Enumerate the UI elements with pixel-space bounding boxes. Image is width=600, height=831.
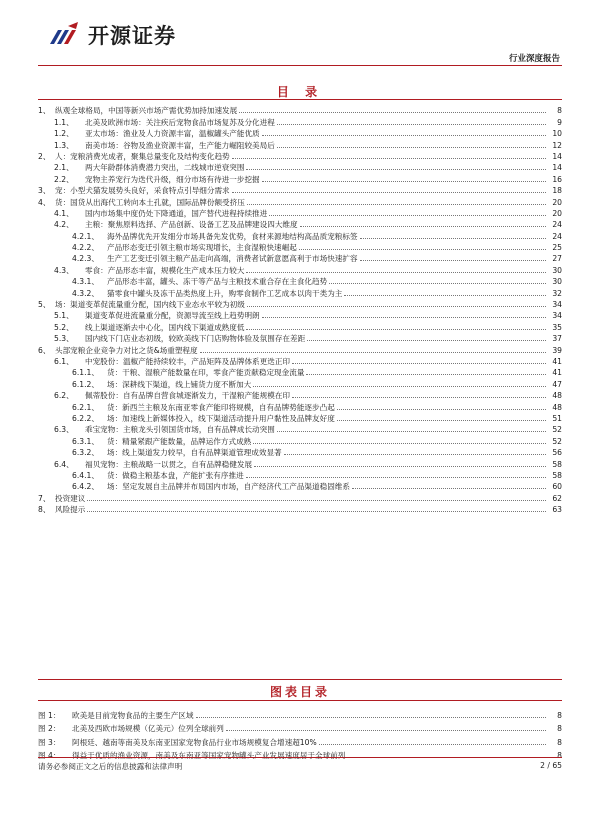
toc-leader-dots [306, 374, 546, 375]
toc-entry[interactable] [38, 127, 562, 138]
toc-leader-dots [360, 260, 546, 261]
toc-entry[interactable] [38, 161, 562, 172]
toc-entry-text: 亚太市场：渔业及人力资源丰富，温椒罐头产能优质 [85, 129, 260, 139]
toc-entry[interactable] [38, 172, 562, 183]
figure-leader-dots [226, 730, 546, 731]
toc-entry[interactable] [38, 400, 562, 411]
toc-entry-text: 零食：产品形态丰富，规模化生产成本压力较大 [85, 265, 245, 275]
toc-entry[interactable] [38, 469, 562, 480]
toc-entry-number: 4.2.1、 [72, 231, 99, 241]
toc-entry-page: 18 [552, 186, 562, 196]
toc-leader-dots [246, 477, 546, 478]
toc-entry-page: 9 [557, 117, 562, 127]
toc-entry[interactable] [38, 218, 562, 229]
footer-disclaimer: 请务必参阅正文之后的信息披露和法律声明 [38, 762, 183, 771]
toc-entry-text: 中宠股份：温椒产能持续较丰，产品矩阵及品牌体系更迭正印 [85, 356, 291, 366]
toc-entry[interactable] [38, 503, 562, 514]
toc-entry-page: 25 [552, 243, 562, 253]
figures-list [38, 706, 562, 760]
toc-entry-text: 货：国货从出海代工转向本土孔就，国际品牌份额受挤压 [55, 197, 245, 207]
toc-entry-page: 41 [552, 368, 562, 378]
toc-entry-page: 63 [552, 505, 562, 515]
toc-entry-text: 南美市场：谷物及渔业资源丰富，生产能力崛阻较美局后 [85, 140, 275, 150]
toc-entry[interactable] [38, 377, 562, 388]
toc-entry-page: 30 [552, 265, 562, 275]
figure-entry[interactable] [38, 733, 562, 747]
toc-entry-number: 3、 [38, 186, 51, 196]
toc-entry-page: 14 [552, 163, 562, 173]
toc-entry-text: 场：加速线上新媒体投入，线下渠道活动提升用户黏性及品牌友好度 [107, 413, 335, 423]
toc-entry-number: 4、 [38, 197, 51, 207]
toc-entry-text: 主粮：聚焦原料选择、产品创新、设备工艺及品牌建设四大维度 [85, 220, 298, 230]
toc-entry-page: 30 [552, 277, 562, 287]
toc-entry[interactable] [38, 207, 562, 218]
toc-entry-text: 宠物主养宠行为迭代升级，细分市场有待进一步挖掘 [85, 174, 260, 184]
toc-entry-number: 4.1、 [54, 208, 74, 218]
toc-entry-page: 27 [552, 254, 562, 264]
toc-entry[interactable] [38, 241, 562, 252]
toc-entry[interactable] [38, 252, 562, 263]
figure-leader-dots [319, 744, 546, 745]
toc-entry[interactable] [38, 104, 562, 115]
toc-entry-text: 国内线下门店业态初级，较欧美线下门店购物体验及氛围存在差距 [85, 334, 306, 344]
toc-entry[interactable] [38, 423, 562, 434]
toc-entry-page: 48 [552, 391, 562, 401]
logo-mark-icon [48, 20, 82, 50]
toc-entry-text: 线上渠道逐渐去中心化，国内线下渠道成熟度低 [85, 322, 245, 332]
figure-entry-page: 8 [557, 737, 562, 747]
toc-entry[interactable] [38, 434, 562, 445]
toc-entry-page: 60 [552, 482, 562, 492]
toc-leader-dots [262, 135, 546, 136]
toc-entry-number: 6.3、 [54, 425, 74, 435]
figures-title-divider [38, 700, 562, 701]
toc-entry-text: 两大年龄群体消费潜力突出，二线城市逆衰突围 [85, 163, 245, 173]
toc-entry-text: 国内市场集中度仍处下降通道，国产替代进程持续推进 [85, 208, 268, 218]
toc-entry[interactable] [38, 138, 562, 149]
toc-entry-page: 24 [552, 220, 562, 230]
toc-entry[interactable] [38, 491, 562, 502]
toc-entry-page: 20 [552, 197, 562, 207]
toc-entry-text: 海外品牌优先开发细分市场具备先发优势，食材来源地结构高品质宠粮标签 [107, 231, 358, 241]
toc-entry[interactable] [38, 150, 562, 161]
toc-leader-dots [262, 317, 546, 318]
toc-entry-text: 福贝宠物：主粮战略一以贯之，自有品牌稳健发展 [85, 459, 253, 469]
toc-leader-dots [307, 340, 546, 341]
toc-entry[interactable] [38, 332, 562, 343]
toc-entry-page: 35 [552, 322, 562, 332]
header-divider [38, 65, 562, 66]
toc-entry[interactable] [38, 320, 562, 331]
toc-entry-text: 场：深耕线下渠道，线上铺货力度不断加大 [107, 379, 252, 389]
toc-entry-number: 6.1、 [54, 356, 74, 366]
toc-entry[interactable] [38, 480, 562, 491]
toc-entry-number: 1、 [38, 106, 51, 116]
toc-entry-page: 52 [552, 436, 562, 446]
toc-entry-text: 纵观全球格局，中国等新兴市场产需优势加持加速发展 [55, 106, 238, 116]
page-header [0, 0, 600, 64]
toc-entry-page: 62 [552, 493, 562, 503]
toc-entry-page: 58 [552, 459, 562, 469]
toc-entry[interactable] [38, 195, 562, 206]
toc-entry-number: 8、 [38, 505, 51, 515]
toc-entry-number: 6.2.1、 [72, 402, 99, 412]
figure-entry-text: 北美及西欧市场规模（亿美元）位列全球前列 [72, 724, 224, 733]
table-of-contents [38, 104, 562, 514]
toc-leader-dots [200, 352, 546, 353]
figure-entry-text: 得益于优质的渔业资源，南美及东南亚等国家宠物罐头产业发展速度居于全球前列 [72, 751, 346, 760]
footer-divider [38, 757, 562, 758]
toc-entry-number: 4.3.1、 [72, 277, 99, 287]
toc-leader-dots [254, 466, 546, 467]
toc-leader-dots [232, 192, 546, 193]
toc-entry[interactable] [38, 298, 562, 309]
figure-entry[interactable] [38, 706, 562, 720]
toc-entry-text: 人：宠粮消费光成者，聚集总量变化及结构变化趋势 [55, 151, 230, 161]
toc-entry-number: 1.2、 [54, 129, 74, 139]
toc-entry-number: 6.4.2、 [72, 482, 99, 492]
toc-entry-number: 6.4.1、 [72, 470, 99, 480]
toc-entry-text: 产品形态变迁引领主粮市场实现增长，主食湿粮快速崛起 [107, 243, 297, 253]
toc-entry[interactable] [38, 366, 562, 377]
toc-entry-page: 16 [552, 174, 562, 184]
toc-entry-text: 佩蒂股份：自有品牌自营食城逐渐发力，干湿粮产能规模在印 [85, 391, 291, 401]
toc-entry-text: 北美及欧洲市场：关注疾后宠物食品市场复苏及分化进程 [85, 117, 275, 127]
toc-entry-page: 56 [552, 448, 562, 458]
toc-entry-page: 24 [552, 231, 562, 241]
toc-entry[interactable] [38, 275, 562, 286]
toc-entry-number: 2、 [38, 151, 51, 161]
figure-entry-page: 8 [557, 724, 562, 733]
toc-leader-dots [246, 169, 546, 170]
toc-entry[interactable] [38, 446, 562, 457]
toc-entry-text: 渠道变革促进流量重分配，资源导流至线上趋势明朗 [85, 311, 260, 321]
toc-leader-dots [300, 226, 546, 227]
toc-entry-text: 货：新西兰主粮及东南亚零食产能印将规模，自有品牌势能逐步凸起 [107, 402, 335, 412]
toc-entry-page: 34 [552, 300, 562, 310]
toc-entry-text: 货：精量紧跟产能数量，品牌运作方式成熟 [107, 436, 252, 446]
toc-entry-text: 场：坚定发展自主品牌并布局国内市场，自产经济代工产品渠道稳固维系 [107, 482, 350, 492]
figure-entry-text: 欧美是目前宠物食品的主要生产区域 [72, 710, 194, 720]
figure-entry-number: 图 2： [38, 724, 61, 733]
toc-entry-text: 头部宠粮企业竞争力对比之货&场重塑程度 [55, 345, 198, 355]
toc-entry-page: 58 [552, 470, 562, 480]
toc-leader-dots [87, 500, 546, 501]
toc-entry-text: 乖宝宠物：主粮龙头引领国货市场，自有品牌成长动突围 [85, 425, 275, 435]
toc-entry-text: 风险提示 [55, 505, 86, 515]
toc-entry-number: 6.1.2、 [72, 379, 99, 389]
toc-leader-dots [262, 181, 546, 182]
toc-entry-number: 7、 [38, 493, 51, 503]
toc-entry-number: 5.1、 [54, 311, 74, 321]
toc-entry-page: 37 [552, 334, 562, 344]
toc-entry-page: 48 [552, 402, 562, 412]
figure-entry[interactable] [38, 720, 562, 734]
toc-entry-number: 4.3.2、 [72, 288, 99, 298]
toc-entry-page: 14 [552, 151, 562, 161]
toc-entry-page: 20 [552, 208, 562, 218]
report-type-label: 行业深度报告 [508, 54, 560, 64]
toc-entry-text: 货：做稳主粮基本盘，产能扩张有序推进 [107, 470, 244, 480]
toc-entry-text: 猫零食中罐头及冻干品类热度上升，购零食制作工艺成本以肉干类为主 [107, 288, 343, 298]
toc-entry-number: 2.2、 [54, 174, 74, 184]
toc-leader-dots [239, 112, 546, 113]
figures-title-top-divider [38, 679, 562, 680]
toc-entry-text: 生产工艺变迁引领主粮产品走向高端，消费者试新意愿高利于市场快速扩容 [107, 254, 358, 264]
figure-leader-dots [196, 717, 547, 718]
toc-entry-number: 4.2.3、 [72, 254, 99, 264]
toc-leader-dots [246, 272, 546, 273]
figure-entry-number: 图 3： [38, 737, 61, 747]
toc-leader-dots [87, 511, 546, 512]
toc-leader-dots [299, 249, 546, 250]
toc-entry-page: 39 [552, 345, 562, 355]
toc-entry[interactable] [38, 457, 562, 468]
toc-entry-number: 6.2.2、 [72, 413, 99, 423]
toc-leader-dots [284, 454, 546, 455]
toc-leader-dots [337, 409, 546, 410]
toc-entry[interactable] [38, 309, 562, 320]
toc-title: 目 录 [276, 85, 324, 99]
toc-entry[interactable] [38, 115, 562, 126]
toc-entry[interactable] [38, 263, 562, 274]
toc-entry-number: 2.1、 [54, 163, 74, 173]
toc-leader-dots [329, 283, 546, 284]
toc-title-divider [38, 99, 562, 100]
toc-entry-text: 投资建议 [55, 493, 86, 503]
toc-entry-number: 4.3、 [54, 265, 74, 275]
toc-entry-text: 宠：小型犬猫发展势头良好，采食特点引导细分需求 [55, 186, 230, 196]
toc-entry-number: 6.4、 [54, 459, 74, 469]
toc-entry-page: 47 [552, 379, 562, 389]
toc-entry[interactable] [38, 355, 562, 366]
toc-leader-dots [247, 306, 546, 307]
toc-entry[interactable] [38, 229, 562, 240]
toc-entry-page: 34 [552, 311, 562, 321]
figure-entry-number: 图 4： [38, 751, 61, 760]
toc-entry[interactable] [38, 412, 562, 423]
toc-entry-number: 5、 [38, 300, 51, 310]
figures-list-title: 图表目录 [269, 685, 330, 699]
toc-entry-page: 10 [552, 129, 562, 139]
toc-entry-page: 41 [552, 356, 562, 366]
toc-entry-page: 12 [552, 140, 562, 150]
figure-entry-number: 图 1： [38, 710, 61, 720]
toc-entry-number: 6.3.1、 [72, 436, 99, 446]
toc-entry-number: 1.3、 [54, 140, 74, 150]
toc-leader-dots [277, 147, 546, 148]
toc-entry-number: 6、 [38, 345, 51, 355]
toc-entry-text: 货：干粮、湿粮产能数量在印，零食产能贡献稳定现金流量 [107, 368, 305, 378]
toc-leader-dots [277, 431, 546, 432]
toc-entry-number: 4.2.2、 [72, 243, 99, 253]
toc-leader-dots [360, 238, 546, 239]
toc-leader-dots [344, 295, 546, 296]
toc-leader-dots [247, 204, 546, 205]
toc-leader-dots [253, 443, 546, 444]
toc-entry-page: 32 [552, 288, 562, 298]
toc-entry-text: 场：渠道变革促流量重分配，国内线下业态水平较为初级 [55, 300, 245, 310]
toc-entry-text: 场：线上渠道发力较早，自有品牌渠道管理成效显著 [107, 448, 282, 458]
brand-logo [48, 20, 176, 50]
toc-leader-dots [352, 488, 546, 489]
toc-leader-dots [253, 386, 546, 387]
figure-entry-page: 8 [557, 751, 562, 760]
toc-leader-dots [292, 363, 546, 364]
toc-leader-dots [246, 329, 546, 330]
brand-name: 开源证券 [88, 24, 176, 48]
figure-entry-page: 8 [557, 710, 562, 720]
toc-entry-number: 6.1.1、 [72, 368, 99, 378]
toc-leader-dots [277, 124, 546, 125]
toc-leader-dots [269, 215, 546, 216]
toc-entry-page: 8 [557, 106, 562, 116]
toc-entry-number: 5.3、 [54, 334, 74, 344]
toc-leader-dots [232, 158, 546, 159]
toc-entry-page: 51 [552, 413, 562, 423]
figure-entry-text: 阿根廷、越南等南美及东南亚国家宠物食品行业市场规模复合增速超10% [72, 737, 317, 747]
toc-entry[interactable] [38, 184, 562, 195]
toc-entry[interactable] [38, 286, 562, 297]
toc-entry-number: 6.3.2、 [72, 448, 99, 458]
toc-entry-number: 6.2、 [54, 391, 74, 401]
toc-entry-page: 52 [552, 425, 562, 435]
footer-page-number: 2 / 65 [540, 761, 562, 770]
toc-entry[interactable] [38, 343, 562, 354]
toc-leader-dots [292, 397, 546, 398]
toc-entry-number: 4.2、 [54, 220, 74, 230]
toc-entry[interactable] [38, 389, 562, 400]
toc-leader-dots [337, 420, 546, 421]
toc-entry-text: 产品形态丰富，罐头、冻干等产品与主粮技术重合存在主食化趋势 [107, 277, 328, 287]
toc-entry-number: 1.1、 [54, 117, 74, 127]
toc-entry-number: 5.2、 [54, 322, 74, 332]
